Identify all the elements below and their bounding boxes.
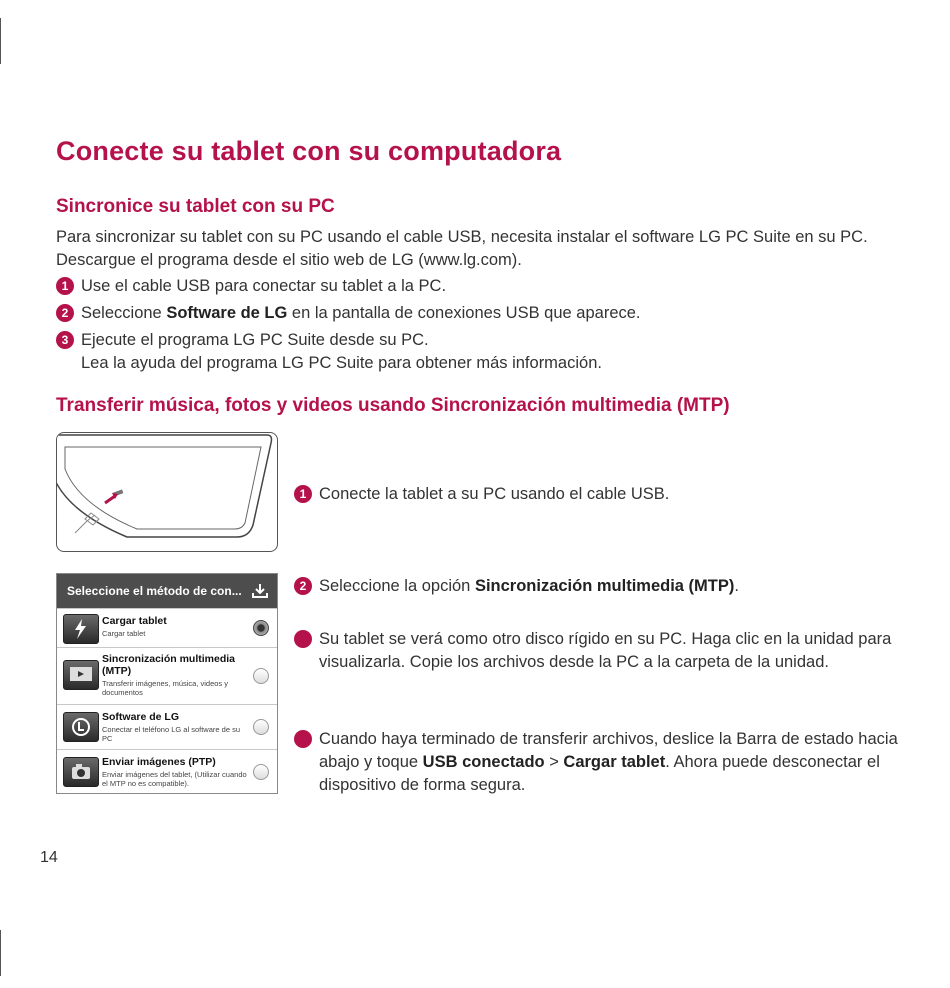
step-number-badge: 3 (294, 630, 312, 648)
option-software-lg[interactable] (57, 704, 277, 749)
step-number-badge: 2 (294, 577, 312, 595)
radio-selected[interactable] (253, 620, 269, 636)
camera-icon (63, 757, 99, 787)
mtp-step-2: 2 Seleccione la opción Sincronización multimedia (MTP). (294, 575, 739, 598)
lg-software-icon (63, 712, 99, 742)
option-title: Enviar imágenes (PTP) (102, 756, 216, 768)
media-sync-icon (63, 660, 99, 690)
page-title: Conecte su tablet con su computadora (56, 136, 562, 166)
dialog-title: Seleccione el método de con... (67, 584, 242, 598)
tablet-icon (57, 433, 277, 551)
step-number-badge: 2 (56, 304, 74, 322)
option-title: Software de LG (102, 711, 180, 723)
mtp-step-3: 3 Su tablet se verá como otro disco rígido en su PC. Haga clic en la unidad para visualizarla. Copie los archivos desde la PC a la carpeta de la unidad. (287, 630, 892, 671)
step-number-badge: 1 (56, 277, 74, 295)
page-number: 14 (40, 849, 58, 866)
charge-icon (63, 614, 99, 644)
step-number-badge: 1 (294, 485, 312, 503)
section-heading-sync: Sincronice su tablet con su PC (56, 196, 335, 217)
option-title: Cargar tablet (102, 615, 167, 627)
step-number-badge: 3 (56, 331, 74, 349)
option-subtitle: Conectar el teléfono LG al software de su PC (102, 725, 240, 743)
mtp-step-1: 1 Conecte la tablet a su PC usando el cable USB. (294, 483, 669, 506)
option-mtp[interactable] (57, 647, 277, 704)
option-subtitle: Enviar imágenes del tablet, (Utilizar cuando el MTP no es compatible). (102, 770, 247, 788)
crop-mark-bottom (0, 930, 1, 976)
radio-unselected[interactable] (253, 668, 269, 684)
sync-step-2: 2 Seleccione Software de LG en la pantalla de conexiones USB que aparece. (56, 302, 641, 325)
download-icon (251, 583, 269, 599)
section-heading-mtp: Transferir música, fotos y videos usando Sincronización multimedia (MTP) (56, 395, 730, 416)
usb-connection-dialog (56, 573, 278, 794)
dialog-header (57, 574, 277, 608)
option-ptp[interactable] (57, 749, 277, 794)
radio-unselected[interactable] (253, 719, 269, 735)
sync-step-3: 3 Ejecute el programa LG PC Suite desde su PC. Lea la ayuda del programa LG PC Suite para obtener más información. (56, 329, 602, 375)
option-title: Sincronización multimedia (MTP) (102, 653, 236, 677)
mtp-step-4: 4 Cuando haya terminado de transferir archivos, deslice la Barra de estado hacia abajo y toque USB conectado > Cargar tablet. Ahora puede desconectar el dispositivo de forma segura. (287, 730, 898, 794)
option-subtitle: Cargar tablet (102, 629, 146, 638)
option-subtitle: Transferir imágenes, música, videos y documentos (102, 679, 229, 697)
step-number-badge: 4 (294, 730, 312, 748)
tablet-usb-illustration (56, 432, 278, 552)
sync-step-1: 1 Use el cable USB para conectar su tablet a la PC. (56, 275, 446, 298)
radio-unselected[interactable] (253, 764, 269, 780)
crop-mark-top (0, 18, 1, 64)
option-cargar-tablet[interactable] (57, 608, 277, 647)
sync-intro: Para sincronizar su tablet con su PC usando el cable USB, necesita instalar el software LG PC Suite en su PC. Descargue el programa desde el sitio web de LG (www.lg.com). (56, 228, 868, 269)
